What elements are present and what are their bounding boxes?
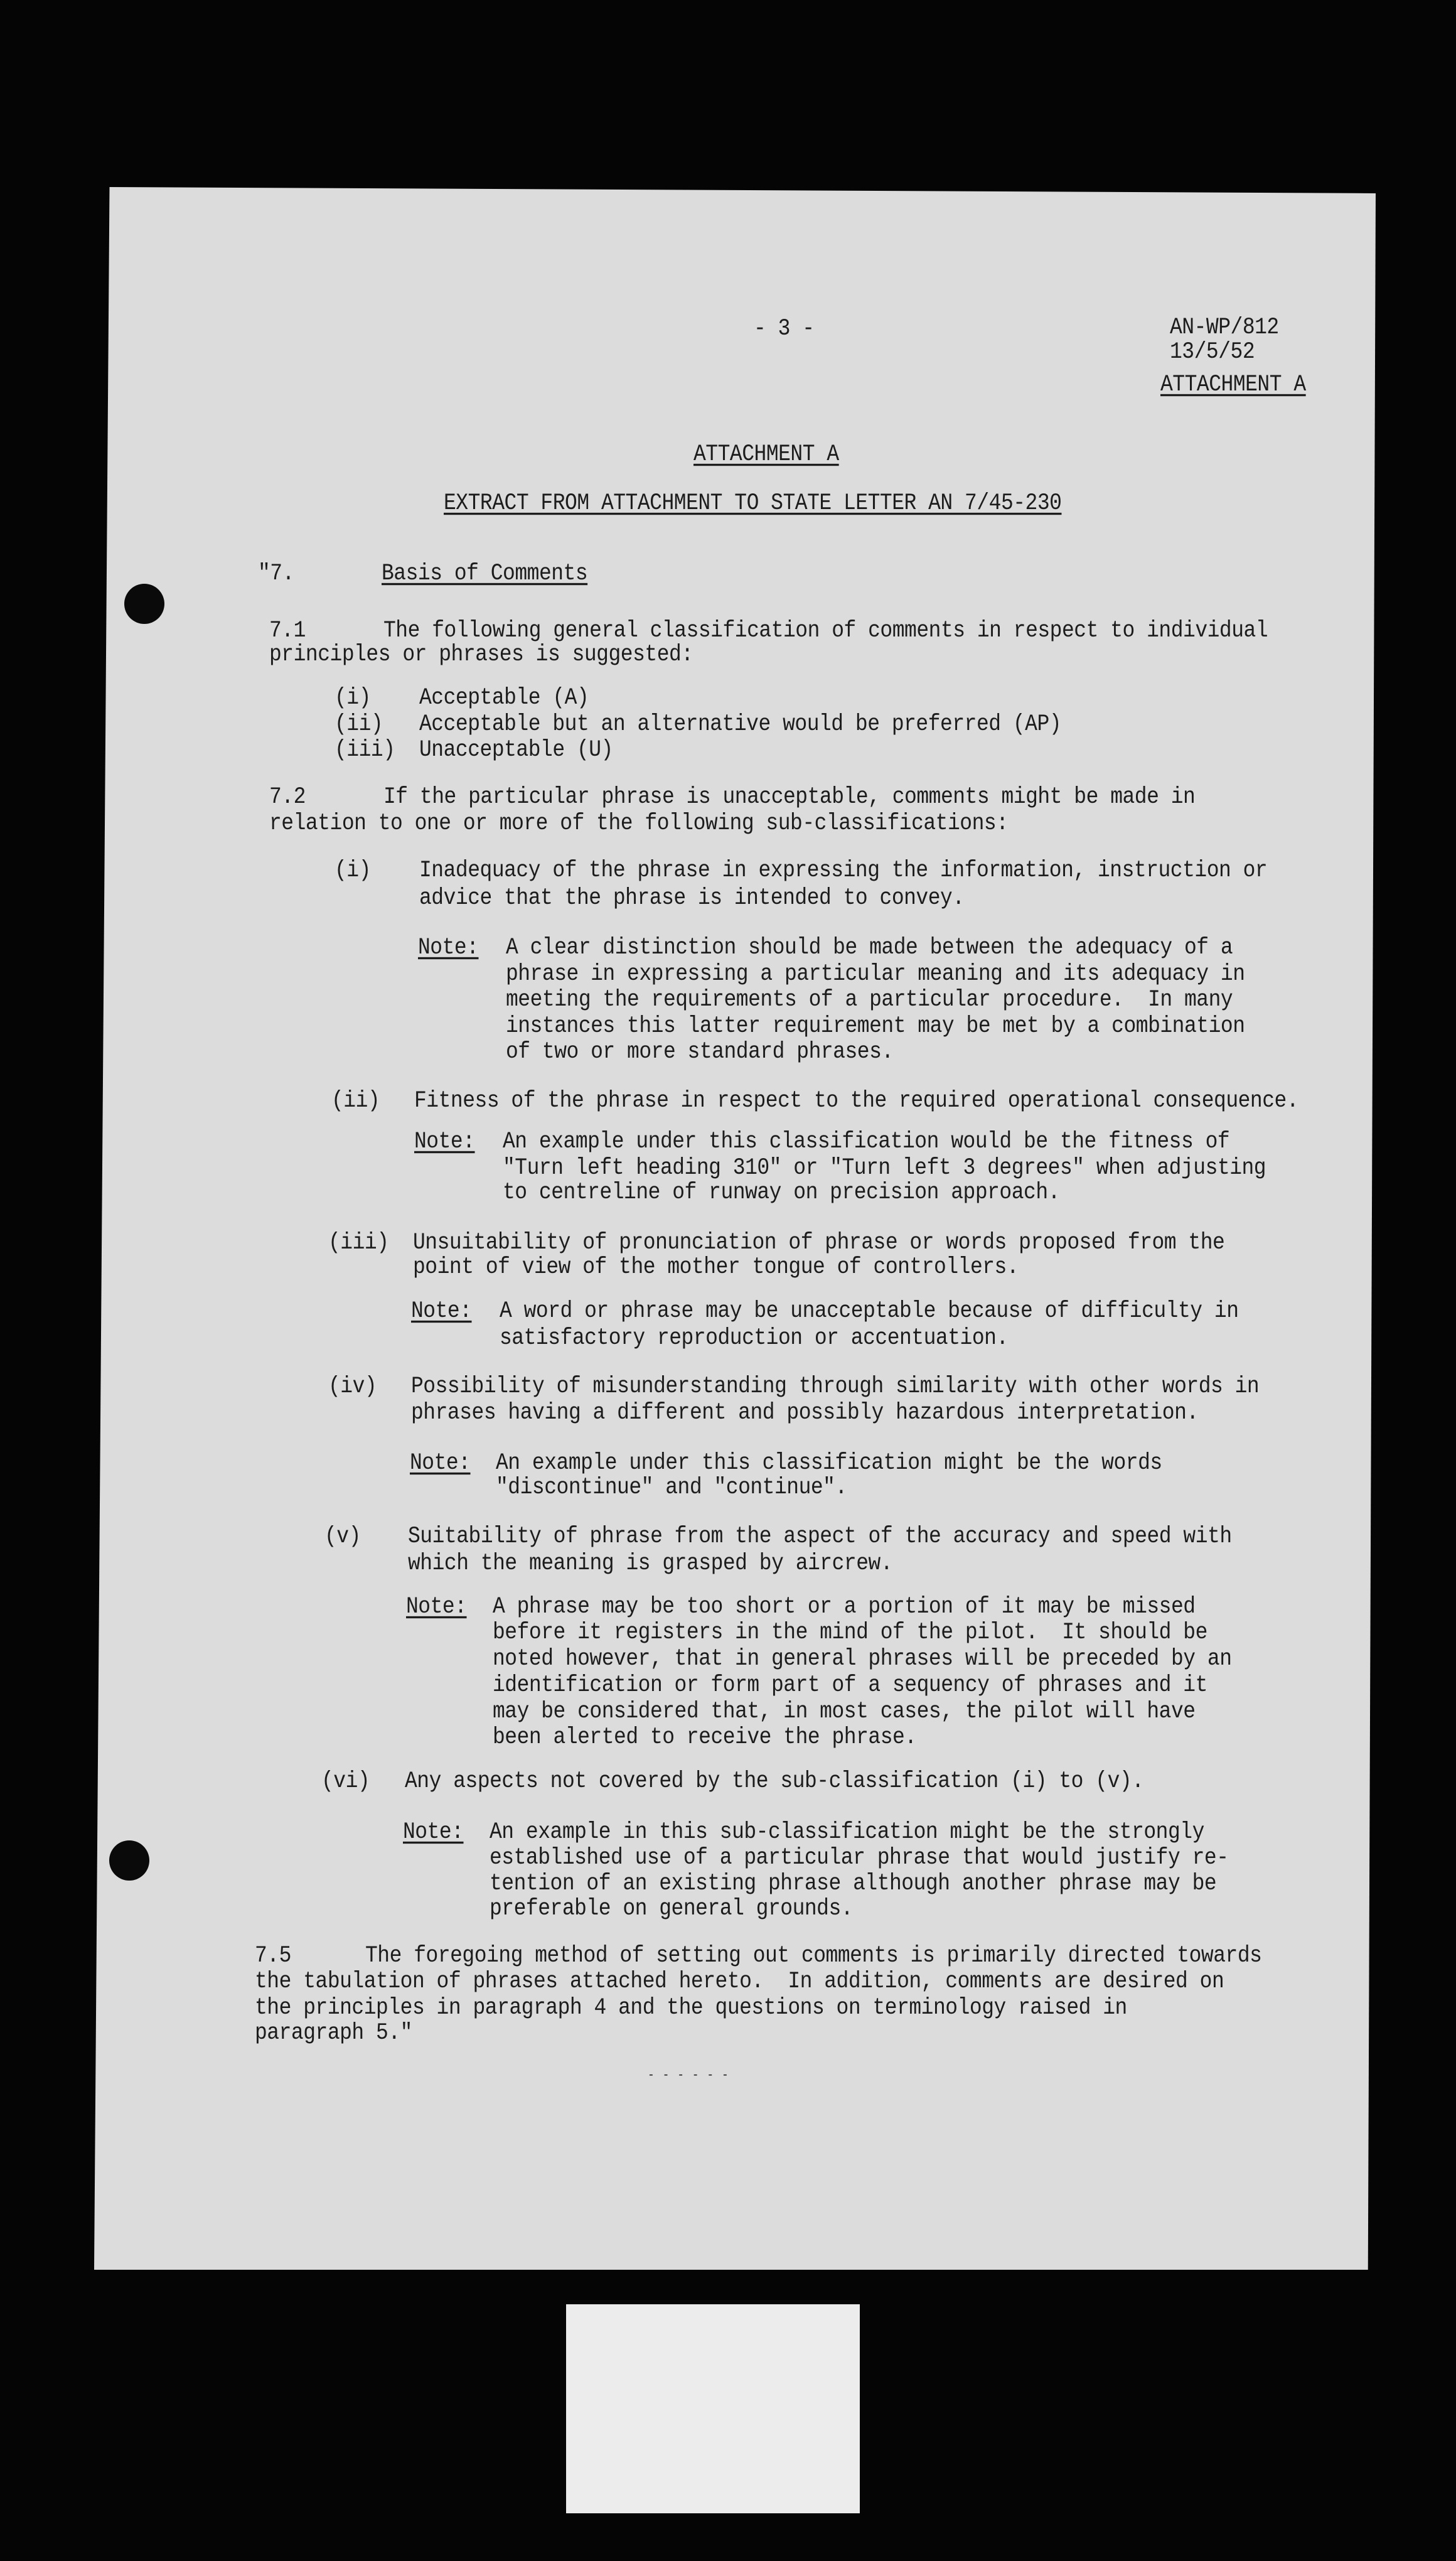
- sub-line: Unsuitability of pronunciation of phrase or words proposed from the: [413, 1230, 1225, 1256]
- sub-line: Possibility of misunderstanding through similarity with other words in: [411, 1373, 1260, 1400]
- note-line: been alerted to receive the phrase.: [493, 1724, 917, 1751]
- paragraph-number: 7.1: [269, 618, 306, 644]
- sub-line: Fitness of the phrase in respect to the required operational consequence.: [414, 1088, 1299, 1114]
- section-number: "7.: [258, 561, 294, 587]
- note-label: Note:: [410, 1450, 471, 1476]
- note-line: An example under this classification would be the fitness of: [503, 1129, 1230, 1155]
- header-attachment-label: ATTACHMENT A: [1160, 372, 1306, 398]
- sub-line: point of view of the mother tongue of controllers.: [413, 1254, 1019, 1280]
- list-item-number: (ii): [335, 711, 383, 738]
- document-title: ATTACHMENT A: [693, 441, 839, 468]
- paragraph-line: The foregoing method of setting out comments is primarily directed towards: [365, 1943, 1262, 1969]
- note-line: before it registers in the mind of the pilot. It should be: [493, 1619, 1207, 1646]
- page-number: - 3 -: [754, 316, 815, 342]
- list-item-number: (i): [335, 685, 371, 711]
- sub-line: Suitability of phrase from the aspect of the accuracy and speed with: [408, 1523, 1232, 1550]
- note-line: tention of an existing phrase although another phrase may be: [490, 1871, 1217, 1897]
- paragraph-line: principles or phrases is suggested:: [269, 642, 693, 668]
- end-mark: - - - - - -: [648, 2068, 729, 2083]
- note-label: Note:: [403, 1819, 464, 1845]
- note-line: noted however, that in general phrases will be preceded by an: [493, 1646, 1232, 1672]
- note-line: established use of a particular phrase that would justify re-: [490, 1845, 1229, 1871]
- sub-number: (iv): [328, 1373, 377, 1400]
- note-line: instances this latter requirement may be met by a combination: [506, 1013, 1245, 1039]
- note-line: identification or form part of a sequency of phrases and it: [493, 1672, 1207, 1699]
- sub-line: Any aspects not covered by the sub-classification (i) to (v).: [405, 1768, 1144, 1795]
- note-label: Note:: [414, 1129, 475, 1155]
- list-item-number: (iii): [335, 737, 395, 763]
- list-item-text: Acceptable (A): [419, 685, 589, 711]
- paragraph-line: paragraph 5.": [255, 2020, 412, 2046]
- note-line: "discontinue" and "continue".: [496, 1474, 847, 1501]
- note-line: An example in this sub-classification might be the strongly: [490, 1819, 1204, 1845]
- note-line: An example under this classification might be the words: [496, 1450, 1162, 1476]
- note-line: to centreline of runway on precision approach.: [503, 1179, 1060, 1206]
- section-heading: Basis of Comments: [382, 561, 588, 587]
- paragraph-line: The following general classification of comments in respect to individual: [383, 618, 1268, 644]
- sub-number: (v): [324, 1523, 361, 1550]
- paragraph-number: 7.2: [269, 784, 306, 810]
- sub-number: (iii): [328, 1230, 389, 1256]
- sub-number: (vi): [321, 1768, 370, 1795]
- sub-number: (ii): [331, 1088, 380, 1114]
- note-line: A phrase may be too short or a portion of it may be missed: [493, 1594, 1196, 1620]
- note-line: of two or more standard phrases.: [506, 1039, 894, 1065]
- sub-line: Inadequacy of the phrase in expressing the information, instruction or: [419, 857, 1268, 884]
- note-line: phrase in expressing a particular meaning and its adequacy in: [506, 961, 1245, 987]
- note-line: A clear distinction should be made between the adequacy of a: [506, 935, 1233, 961]
- note-line: preferable on general grounds.: [490, 1896, 854, 1922]
- sub-line: advice that the phrase is intended to convey.: [419, 885, 965, 911]
- punch-hole: [124, 584, 164, 624]
- note-label: Note:: [406, 1594, 467, 1620]
- blank-card: [566, 2304, 860, 2513]
- sub-line: phrases having a different and possibly hazardous interpretation.: [411, 1400, 1199, 1426]
- note-label: Note:: [411, 1298, 472, 1324]
- paragraph-number: 7.5: [255, 1943, 291, 1969]
- list-item-text: Unacceptable (U): [419, 737, 613, 763]
- paragraph-line: the tabulation of phrases attached hereto. In addition, comments are desired on: [255, 1968, 1224, 1995]
- note-line: satisfactory reproduction or accentuation.: [500, 1325, 1009, 1351]
- note-line: may be considered that, in most cases, the pilot will have: [493, 1699, 1196, 1725]
- punch-hole: [109, 1840, 149, 1881]
- list-item-text: Acceptable but an alternative would be preferred (AP): [419, 711, 1062, 738]
- document-subtitle: EXTRACT FROM ATTACHMENT TO STATE LETTER AN 7/45-230: [444, 490, 1062, 517]
- doc-date: 13/5/52: [1170, 339, 1255, 365]
- sub-number: (i): [335, 857, 371, 884]
- note-line: A word or phrase may be unacceptable because of difficulty in: [500, 1298, 1239, 1324]
- sub-line: which the meaning is grasped by aircrew.: [408, 1550, 893, 1577]
- note-line: "Turn left heading 310" or "Turn left 3 degrees" when adjusting: [503, 1155, 1266, 1181]
- note-line: meeting the requirements of a particular procedure. In many: [506, 987, 1233, 1013]
- paragraph-line: the principles in paragraph 4 and the questions on terminology raised in: [255, 1995, 1127, 2021]
- note-label: Note:: [418, 935, 479, 961]
- doc-reference: AN-WP/812: [1170, 314, 1279, 341]
- paragraph-line: If the particular phrase is unacceptable, comments might be made in: [383, 784, 1196, 810]
- paragraph-line: relation to one or more of the following sub-classifications:: [269, 810, 1009, 837]
